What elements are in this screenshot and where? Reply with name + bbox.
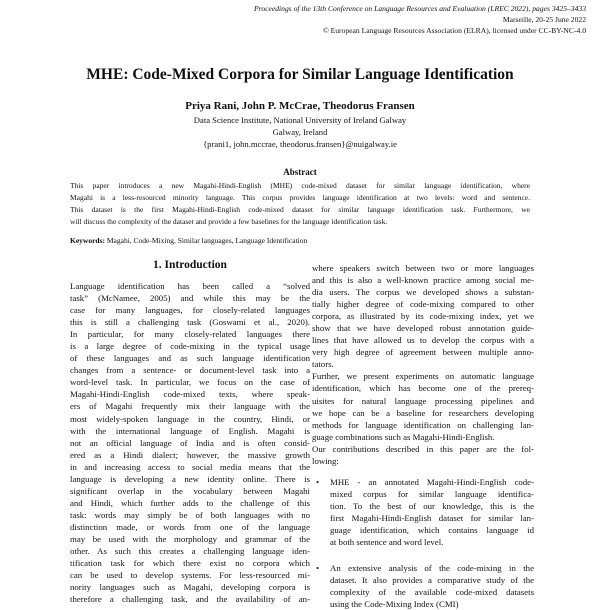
affiliation-institute: Data Science Institute, National University of Ireland Galway	[193, 115, 407, 125]
right-column	[312, 262, 534, 610]
paragraph-line: we hope can be a baseline for researchers developing	[312, 407, 534, 418]
paragraph-line: Further, we present experiments on automatic language	[312, 371, 534, 382]
bullet-line: dataset. It also provides a comparative study of the	[330, 575, 534, 586]
abstract-line: will discuss the complexity of the dataset and provide a few baselines for the language identification task.	[70, 217, 388, 227]
paragraph-line: tification task for which there exist no corpora which	[70, 558, 310, 569]
paragraph-line: Language identification has been called a “solved	[70, 281, 310, 291]
paragraph-line: methods for language identification on challenging lan-	[312, 419, 534, 430]
bullet-line: complexity of the available code-mixed datasets	[330, 587, 534, 598]
paragraph-line: tators.	[312, 359, 334, 370]
paragraph-line: distinction made, or words from one of the language	[70, 521, 310, 532]
bullet-line: first Magahi-Hindi-English dataset for similar lan-	[330, 512, 534, 523]
affiliation-city: Galway, Ireland	[272, 127, 328, 137]
paper-title: MHE: Code-Mixed Corpora for Similar Language Identification	[86, 66, 514, 83]
paragraph-line: uisites for natural language processing pipelines and	[312, 395, 534, 406]
paragraph-line: word-level task. In particular, we focus on the case of	[70, 377, 310, 388]
section-title-introduction: 1. Introduction	[153, 259, 227, 271]
paragraph-line: Our contributions described in this paper are the fol-	[312, 443, 534, 454]
contribution-bullet	[312, 562, 534, 610]
proceedings-header	[254, 3, 586, 36]
paragraph-line: task: words may simply be of both languages with no	[70, 509, 310, 520]
paragraph-line: show that we have developed robust annotation guide-	[312, 323, 534, 334]
paragraph-line: where speakers switch between two or more languages	[312, 263, 534, 273]
proceedings-line: Proceedings of the 13th Conference on Language Resources and Evaluation (LREC 2022), pages 3425–3433	[254, 4, 586, 13]
abstract-body	[70, 180, 530, 228]
paragraph-line: changes from a sentence- or document-level task into a	[70, 365, 310, 376]
keywords-line	[70, 236, 530, 245]
author-emails: {prani1, john.mccrae, theodorus.fransen}@nuigalway.ie	[203, 139, 397, 149]
paragraph-line: can be used to develop systems. For less-resourced mi-	[70, 570, 310, 581]
venue-line: Marseille, 20-25 June 2022	[502, 15, 586, 24]
paragraph-line: not an official language of India and is often consid-	[70, 437, 310, 448]
paragraph-line: dia users. The corpus we developed shows a substan-	[312, 287, 534, 298]
paragraph-line: therefore a challenging task, and the availability of an-	[70, 594, 310, 605]
paragraph-line: nority languages such as Magahi, developing corpora is	[70, 582, 310, 593]
paragraph-line: significant overlap in the vocabulary between Magahi	[70, 485, 310, 496]
abstract-line: This dataset is the first Magahi-Hindi-English code-mixed dataset for similar language identification task. Furthermore, we	[70, 205, 530, 215]
bullet-line: tion. To the best of our knowledge, this is the	[330, 500, 534, 511]
bullet-line: MHE - an annotated Magahi-Hindi-English code-	[330, 476, 534, 487]
paragraph-line: this is still a challenging task (Goswami et al., 2020).	[70, 317, 310, 328]
paragraph-line: corpora, as illustrated by its code-mixing index, yet we	[312, 311, 534, 322]
bullet-line: mixed corpus for similar language identifica-	[330, 488, 534, 499]
bullet-line: at both sentence and word level.	[330, 537, 444, 548]
paragraph-line: and this is also a well-known practice among social me-	[312, 275, 534, 286]
paragraph-line: other. As such this creates a challenging language iden-	[70, 546, 310, 557]
paragraph-line: in and increasing access to social media means that the	[70, 461, 310, 472]
paragraph-line: most widely-spoken language in the country, Hindi, or	[70, 413, 310, 424]
paragraph-line: of these languages and as such language identification	[70, 353, 310, 364]
abstract-line: This paper introduces a new Magahi-Hindi-English (MHE) code-mixed dataset for similar language identification, where	[70, 181, 530, 190]
paragraph-line: and Hindi, which further adds to the challenge of this	[70, 497, 310, 508]
abstract-line: Magahi is a less-resourced minority language. This corpus provides language identification at two levels: word and sentence.	[70, 193, 530, 203]
keywords-label: Keywords:	[70, 236, 105, 245]
paragraph-line: very high degree of agreement between multiple anno-	[312, 347, 534, 358]
paragraph-line: Magahi-Hindi-English code-mixed texts, where speak-	[70, 389, 310, 400]
paragraph-line: with the international language of English. Magahi is	[70, 425, 310, 436]
paragraph-line: ered as a Hindi dialect; however, the massive growth	[70, 449, 310, 460]
paragraph-line: In particular, for many closely-related languages there	[70, 329, 310, 340]
bullet-marker: •	[316, 476, 320, 487]
author-list: Priya Rani, John P. McCrae, Theodorus Fransen	[185, 100, 415, 112]
left-column	[70, 280, 310, 605]
paragraph-line: guage combinations such as Magahi-Hindi-English.	[312, 431, 495, 442]
paragraph-line: is a large degree of code-mixing in the typical usage	[70, 341, 310, 352]
bullet-marker: •	[316, 563, 320, 574]
paragraph-line: language is developing a new identity online. There is	[70, 473, 310, 484]
paragraph-line: may be used with the morphology and grammar of the	[70, 533, 310, 544]
abstract-heading: Abstract	[283, 167, 317, 177]
paragraph-line: lowing:	[312, 455, 339, 466]
bullet-line: An extensive analysis of the code-mixing in the	[330, 563, 534, 574]
license-line: © European Language Resources Association (ELRA), licensed under CC-BY-NC-4.0	[322, 26, 586, 35]
bullet-line: guage identification, which contains language id	[330, 524, 534, 535]
paragraph-line: tially higher degree of code-mixing compared to other	[312, 299, 534, 310]
paragraph-line: task” (McNamee, 2005) and while this may be the	[70, 293, 310, 304]
bullet-line: using the Code-Mixing Index (CMI)	[330, 599, 459, 610]
paragraph-line: ers of Magahi frequently mix their language with the	[70, 401, 310, 412]
keywords-text: Magahi, Code-Mixing, Similar languages, Language Identification	[106, 236, 308, 245]
paragraph-line: lines that have allowed us to develop the corpus with a	[312, 335, 534, 346]
paragraph-line: identification, which has become one of the prereq-	[312, 383, 534, 394]
paragraph-line: case for many languages, for closely-related languages	[70, 305, 310, 316]
contribution-bullet	[312, 476, 534, 548]
affiliation-block	[0, 114, 600, 150]
